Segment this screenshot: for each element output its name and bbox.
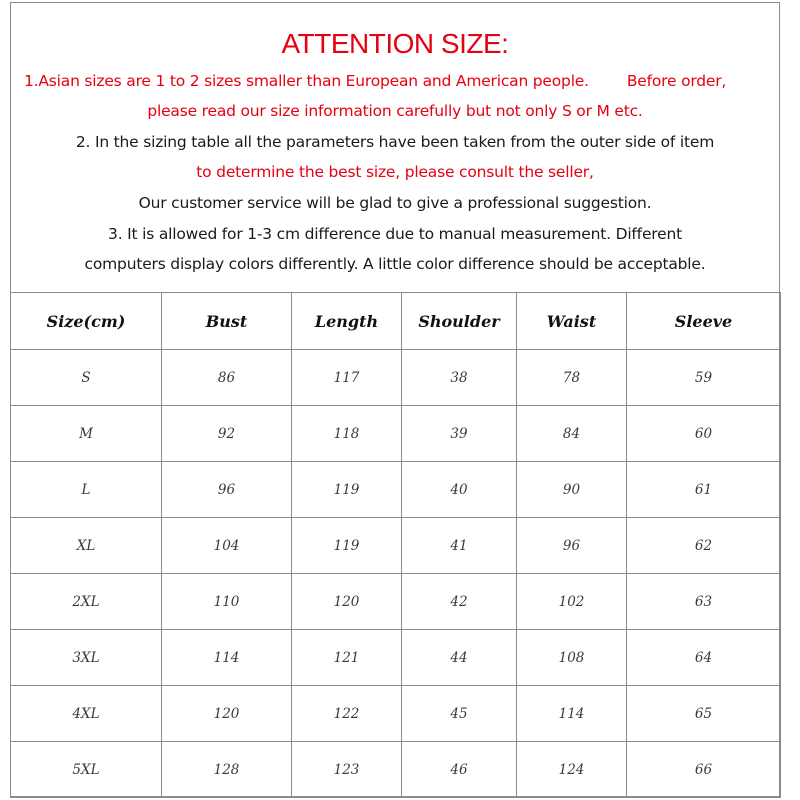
cell-length: 119 (292, 462, 402, 518)
cell-length: 119 (292, 518, 402, 574)
table-header-row (11, 293, 781, 350)
cell-length: 120 (292, 574, 402, 630)
notice-line-3: 2. In the sizing table all the parameters have been taken from the outer side of item (75, 133, 715, 151)
notice-line-7: computers display colors differently. A little color difference should be acceptable. (84, 255, 706, 273)
cell-waist: 114 (517, 686, 627, 742)
cell-shoulder: 40 (402, 462, 517, 518)
cell-length: 123 (292, 742, 402, 798)
notice-line-2: please read our size information carefully but not only S or M etc. (147, 102, 643, 120)
cell-sleeve: 65 (627, 686, 781, 742)
cell-length: 122 (292, 686, 402, 742)
header-bust: Bust (162, 293, 292, 350)
notice-line-1b: Before order, (626, 72, 727, 90)
cell-shoulder: 45 (402, 686, 517, 742)
cell-waist: 108 (517, 630, 627, 686)
header-shoulder: Shoulder (402, 293, 517, 350)
header-sleeve: Sleeve (627, 293, 781, 350)
cell-bust: 96 (162, 462, 292, 518)
table-row (11, 686, 781, 742)
cell-shoulder: 46 (402, 742, 517, 798)
cell-bust: 120 (162, 686, 292, 742)
cell-size: L (11, 462, 162, 518)
cell-waist: 102 (517, 574, 627, 630)
cell-size: M (11, 406, 162, 462)
cell-waist: 124 (517, 742, 627, 798)
cell-shoulder: 38 (402, 350, 517, 406)
table-row (11, 462, 781, 518)
cell-waist: 78 (517, 350, 627, 406)
notice-line-1 (10, 72, 780, 90)
notice-line-5: Our customer service will be glad to give a professional suggestion. (138, 194, 652, 212)
cell-length: 117 (292, 350, 402, 406)
attention-notice (10, 2, 780, 292)
cell-size: 4XL (11, 686, 162, 742)
cell-size: S (11, 350, 162, 406)
cell-size: 3XL (11, 630, 162, 686)
cell-shoulder: 42 (402, 574, 517, 630)
notice-line-4: to determine the best size, please consult the seller, (196, 163, 594, 181)
cell-sleeve: 60 (627, 406, 781, 462)
notice-line-6: 3. It is allowed for 1-3 cm difference due to manual measurement. Different (108, 225, 682, 243)
table-row (11, 742, 781, 798)
cell-waist: 84 (517, 406, 627, 462)
table-row (11, 518, 781, 574)
table-row (11, 406, 781, 462)
cell-size: XL (11, 518, 162, 574)
cell-length: 121 (292, 630, 402, 686)
cell-bust: 104 (162, 518, 292, 574)
cell-size: 5XL (11, 742, 162, 798)
cell-length: 118 (292, 406, 402, 462)
cell-sleeve: 62 (627, 518, 781, 574)
notice-title: ATTENTION SIZE: (281, 28, 509, 59)
cell-bust: 128 (162, 742, 292, 798)
cell-sleeve: 66 (627, 742, 781, 798)
notice-line-1a: 1.Asian sizes are 1 to 2 sizes smaller than European and American people. (24, 72, 589, 90)
cell-shoulder: 44 (402, 630, 517, 686)
cell-shoulder: 39 (402, 406, 517, 462)
cell-sleeve: 64 (627, 630, 781, 686)
cell-waist: 96 (517, 518, 627, 574)
cell-bust: 92 (162, 406, 292, 462)
cell-sleeve: 59 (627, 350, 781, 406)
size-table (10, 292, 781, 798)
cell-sleeve: 61 (627, 462, 781, 518)
cell-bust: 86 (162, 350, 292, 406)
table-row (11, 630, 781, 686)
cell-bust: 110 (162, 574, 292, 630)
header-length: Length (292, 293, 402, 350)
cell-bust: 114 (162, 630, 292, 686)
cell-size: 2XL (11, 574, 162, 630)
table-row (11, 574, 781, 630)
cell-waist: 90 (517, 462, 627, 518)
header-waist: Waist (517, 293, 627, 350)
cell-sleeve: 63 (627, 574, 781, 630)
table-row (11, 350, 781, 406)
cell-shoulder: 41 (402, 518, 517, 574)
header-size: Size(cm) (11, 293, 162, 350)
